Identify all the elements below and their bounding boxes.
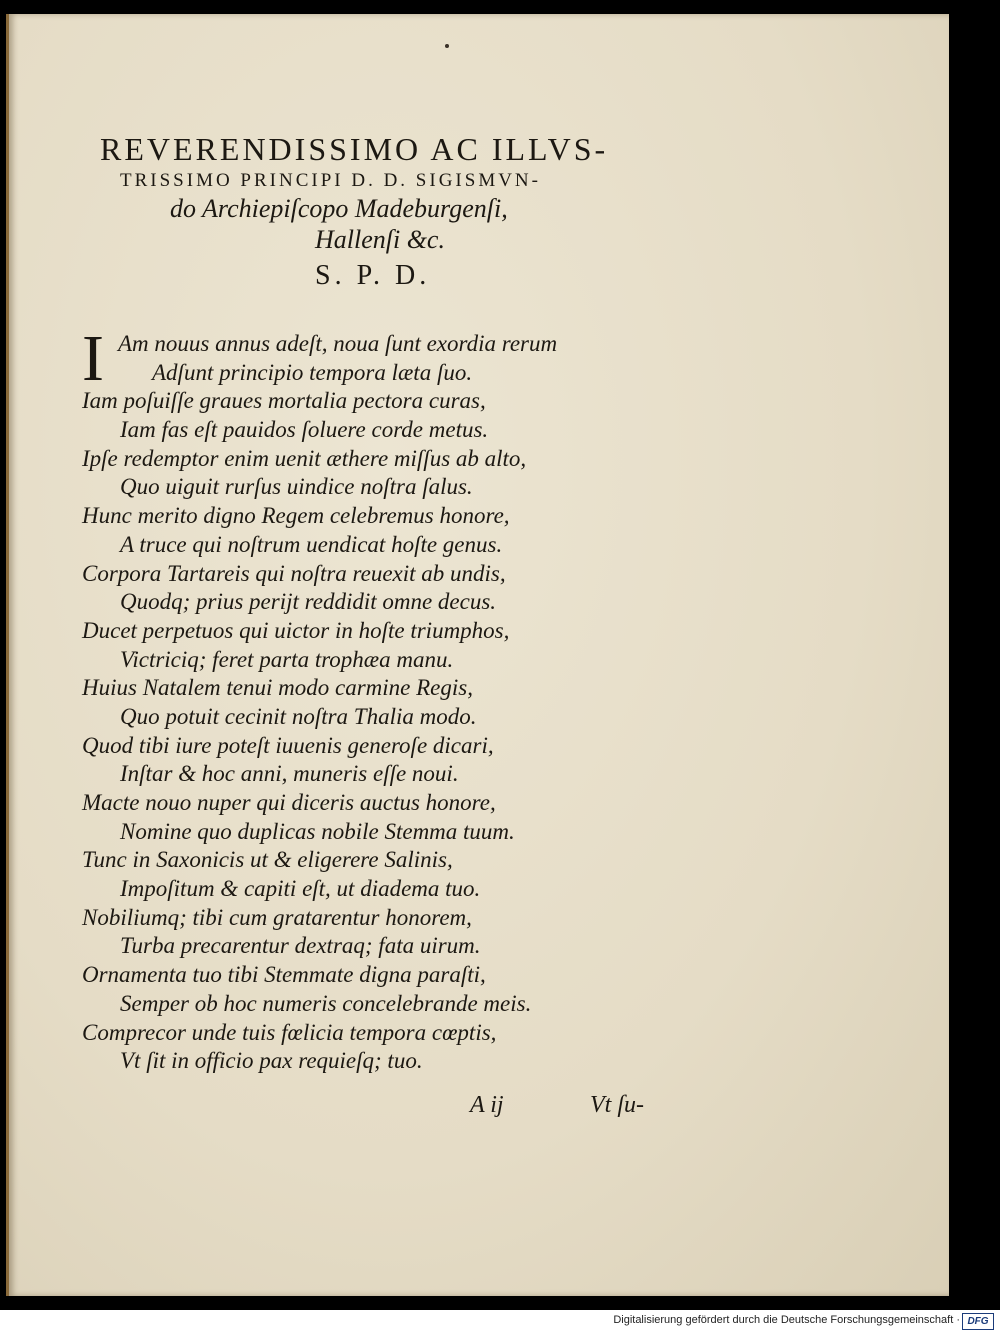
verse-line: Ipſe redemptor enim uenit æthere miſſus ab alto, xyxy=(82,445,527,471)
verse-line: Tunc in Saxonicis ut & eligerere Salinis, xyxy=(82,847,453,873)
verse-line: Vt ſit in officio pax requieſq; tuo. xyxy=(120,1048,423,1074)
dfg-logo: DFG xyxy=(962,1313,994,1330)
dedication-heading xyxy=(60,130,700,296)
verse-line: Victriciq; feret parta trophæa manu. xyxy=(120,646,454,672)
verse-line: Adſunt principio tempora læta ſuo. xyxy=(152,359,473,385)
verse-line: Inſtar & hoc anni, muneris eſſe noui. xyxy=(120,761,459,787)
verse-line: Nomine quo duplicas nobile Stemma tuum. xyxy=(120,818,515,844)
verse-line: Semper ob hoc numeris concelebrande meis. xyxy=(120,990,532,1016)
verse-line: A truce qui noſtrum uendicat hoſte genus. xyxy=(120,531,503,557)
signature-mark: A ij xyxy=(470,1092,504,1118)
funding-credit: Digitalisierung gefördert durch die Deutsche Forschungsgemeinschaft · xyxy=(613,1314,960,1326)
verse-line: Macte nouo nuper qui diceris auctus honore, xyxy=(82,790,496,815)
verse-line: Huius Natalem tenui modo carmine Regis, xyxy=(82,675,473,701)
footer-bar xyxy=(0,1310,1000,1332)
verse-line: Quo potuit cecinit noſtra Thalia modo. xyxy=(120,703,477,729)
verse-line: Iam fas eſt pauidos ſoluere corde metus. xyxy=(120,417,489,443)
verse-line: Quodq; prius perijt reddidit omne decus. xyxy=(120,589,497,615)
heading-line-1: REVERENDISSIMO AC ILLVS- xyxy=(100,131,609,167)
heading-salutation: S. P. D. xyxy=(315,260,431,291)
drop-capital: I xyxy=(82,322,104,395)
catchword: Vt ſu- xyxy=(590,1092,644,1118)
verse-line: Turba precarentur dextraq; fata uirum. xyxy=(120,933,481,959)
page-speck xyxy=(445,44,449,48)
verse-line: Hunc merito digno Regem celebremus honore, xyxy=(82,503,510,529)
verse-line: Impoſitum & capiti eſt, ut diadema tuo. xyxy=(120,876,481,902)
verse-line: Quod tibi iure poteſt iuuenis generoſe dicari, xyxy=(82,732,494,758)
poem-body xyxy=(82,322,702,1076)
verse-line: Am nouus annus adeſt, noua ſunt exordia rerum xyxy=(118,331,558,356)
heading-line-4: Hallenſi &c. xyxy=(315,225,445,254)
verse-line: Ducet perpetuos qui uictor in hoſte triumphos, xyxy=(82,617,510,643)
verse-line: Nobiliumq; tibi cum gratarentur honorem, xyxy=(82,904,472,930)
verse-line: Ornamenta tuo tibi Stemmate digna paraſti, xyxy=(82,962,486,988)
heading-line-2: TRISSIMO PRINCIPI D. D. SIGISMVN- xyxy=(120,170,541,191)
heading-line-3: do Archiepiſcopo Madeburgenſi, xyxy=(170,194,508,223)
verse-line: Corpora Tartareis qui noſtra reuexit ab undis, xyxy=(82,560,506,586)
verse-line: Quo uiguit rurſus uindice noſtra ſalus. xyxy=(120,474,473,500)
verse-line: Iam poſuiſſe graues mortalia pectora curas, xyxy=(82,388,486,414)
verse-line: Comprecor unde tuis fœlicia tempora cœptis, xyxy=(82,1019,497,1045)
